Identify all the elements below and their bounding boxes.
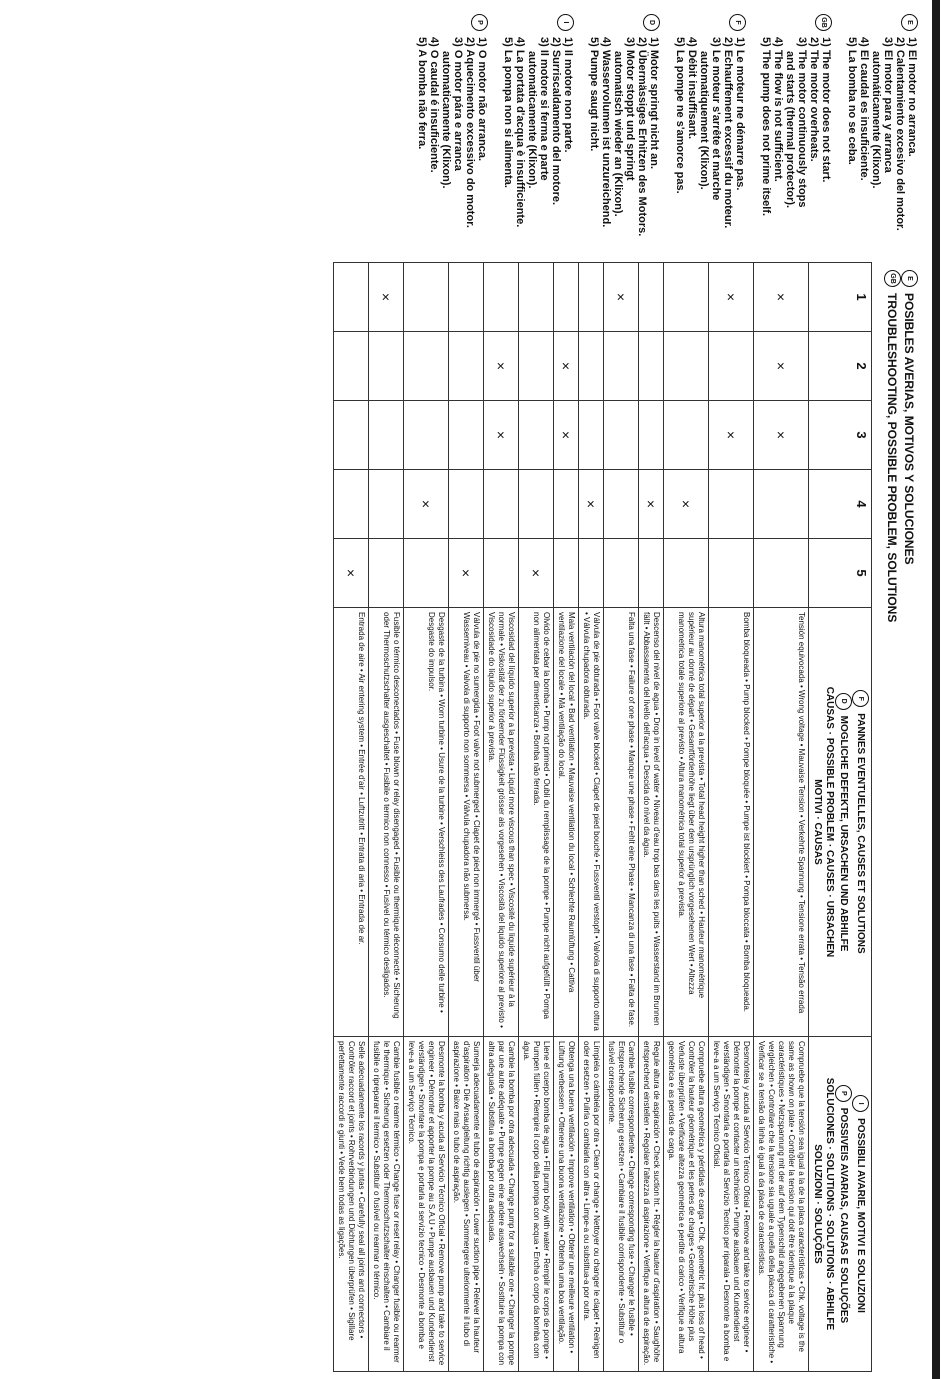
solutions-title: SOLUCIONES · SOLUTIONS · SOLUTIONS · ABHILFE [824,1077,835,1331]
cause-cell: Entrada de aire • Air entering system • Entrée d'air • Luftzutritt • Entrata di aria • Entrada de ar. [334,608,369,1037]
problem-item: 5) The pump does not prime itself. [760,37,772,217]
mark-cell [369,401,404,470]
language-badge: E [901,270,918,287]
solution-cell: Límpiela o cámbiela por otra • Clean or change • Nettoyer ou changer le clapet • Reinigen oder ersetzen • Pulirla o cambiarla con altra • Limpe-a ou substitua-a por outra. [579,1037,604,1372]
table-row [709,263,754,1372]
language-badge: F [852,690,869,707]
problem-group [416,14,488,264]
mark-cell [664,401,709,470]
title-text: TROUBLESHOOTING, POSSIBLE PROBLEM, SOLUTIONS [885,293,900,623]
mark-cell: × [754,401,809,470]
problem-item: 1) O motor não arranca. [476,37,488,162]
language-badge: I [852,1095,869,1112]
table-row [554,263,579,1372]
language-badge: E [901,14,918,31]
mark-cell [709,332,754,401]
column-number: 2 [809,332,872,401]
table-row [404,263,449,1372]
column-number: 5 [809,539,872,608]
mark-cell [334,470,369,539]
solution-cell: Cambie la bomba por otra adecuada • Change pump for a suitable one • Changer la pompe par une autre adéquate • Pumpe gegen eine andere auswechseln • Sostituire la pompa con altra adeguada • Substitua a bomba por outra adequada. [484,1037,519,1372]
problem-item: 5) La bomba no se ceba. [846,37,858,165]
problem-item: automaticamente (Klixon). [526,51,538,189]
problem-list [674,37,746,228]
table-row [369,263,404,1372]
table-row [604,263,639,1372]
problem-list [416,37,488,228]
problems-column [402,14,918,264]
problem-item: 2) Surriscaldamento del motore. [550,37,562,206]
mark-cell [449,263,484,332]
mark-cell [369,539,404,608]
mark-cell [579,539,604,608]
mark-cell [369,332,404,401]
mark-cell [404,539,449,608]
problem-list [760,37,832,216]
mark-cell [554,539,579,608]
mark-cell: × [604,263,639,332]
mark-cell [604,401,639,470]
solution-cell: Compruebe altura geométrica y pérdidas de carga • Chk. geometric ht. plus loss of head • Contrôler la hauteur géométrique et les pertes de charges • Geometrische Höhe plus Verluste überprüfen • Verificare altezza geometrica e perdite di carico • Verifique a altura geométrica e as perdas de carga. [664,1037,709,1372]
mark-cell [604,539,639,608]
cause-cell: Tensión equivocada • Wrong voltage • Mauvaise Tension • Verkehrte Spannung • Tensione errata • Tensão errada [754,608,809,1037]
problem-item: 4) O caudal é insuficiente. [428,37,440,173]
language-badge: F [729,14,746,31]
problem-row [502,14,574,264]
causes-lang-text: MOGLICHE DEFEKTE, URSACHEN UND ABHILFE [838,715,850,952]
problem-item: 4) The flow is not sufficient. [772,37,784,182]
solutions-subtitle: SOLUZIONI · SOLUÇÕES [812,1144,823,1264]
table-row [449,263,484,1372]
causes-header [809,608,872,1037]
cause-cell: Descenso del nivel de agua • Drop in level of water • Niveau d'eau trop bas dans les puits • Wasserstand im Brunnen fällt • Abbassamento del livello dell'acqua • Descida do nível da água. [639,608,664,1037]
mark-cell [664,332,709,401]
mark-cell: × [484,401,519,470]
troubleshooting-table [333,262,872,1372]
mark-cell [484,470,519,539]
solutions-lang-text: POSSIVEIS AVARIAS, CAUSAS E SOLUÇÕES [838,1107,850,1324]
problem-list [846,37,918,231]
edge-bar [932,0,940,1379]
problem-item: automaticamente (Klixon). [440,51,452,189]
mark-cell [579,401,604,470]
table-row [334,263,369,1372]
problem-item: 4) La portata d'acqua è insufficiente. [514,37,526,228]
mark-cell [554,470,579,539]
column-number: 3 [809,401,872,470]
mark-cell [639,401,664,470]
problem-group [588,14,660,264]
problem-item: 1) Il motore non parte. [562,37,574,153]
mark-cell: × [709,401,754,470]
mark-cell [484,539,519,608]
solutions-lang-text: POSSIBILI AVARIE, MOTIVI E SOLUZIONI [855,1118,867,1313]
solution-cell: Obtenga una buena ventilación • Improve ventilation • Obtenir une meilleure ventilation • Lüftung verbessern • Ottenere una buona ventilazione • Obtenha uma boa ventilação. [554,1037,579,1372]
mark-cell: × [334,539,369,608]
problem-item: automatiquement (Klixon). [698,51,710,190]
problem-item: 2) Calentamiento excesivo del motor. [894,37,906,231]
table-title [884,270,918,622]
mark-cell [639,263,664,332]
column-number: 4 [809,470,872,539]
mark-cell [604,470,639,539]
problem-row [760,14,832,264]
solution-cell: Sumerja adecuadamente el tubo de aspiración • Lower suction pipe • Relever la hauteur d'aspiration • Die Ansaugleitung richtig auslegen • Sommergere ulteriormente il tubo di aspirazione • Baixe mais o tubo de aspiração. [449,1037,484,1372]
mark-cell: × [449,539,484,608]
causes-lang-text: PANNES EVENTUELLES, CAUSES ET SOLUTIONS [855,713,867,954]
mark-cell [404,332,449,401]
cause-cell: Olvido de cebar la bomba • Pump not primed • Oubli du remplissage de la pompe • Pumpe nicht aufgefüllt • Pompa non alimentata per dimenticanza • Bomba não ferrada. [519,608,554,1037]
language-badge: GB [884,270,901,287]
problem-item: 2) Echauffement excessif du moteur. [722,37,734,229]
cause-cell: Mala ventilación del local • Bad ventilation • Mauvaise ventilation du local • Schlechte Raumlüftung • Cattiva ventilazione del locale • Má ventilação do local. [554,608,579,1037]
mark-cell [604,332,639,401]
mark-cell [519,401,554,470]
title-line [901,270,918,622]
problem-row [846,14,918,264]
language-badge: D [835,693,852,710]
title-line [884,270,901,622]
mark-cell [449,470,484,539]
problem-item: 4) El caudal es insuficiente. [858,37,870,181]
mark-cell: × [369,263,404,332]
solution-cell: Compruebe que la tensión sea igual a la de la placa características • Chk. voltage is the same as shown on plate • Contrôler la tension qui doit être identique à la plaque caractéristiques • Netzspannung mit der auf dem Typenschild angegebenen Spannung vergleichen • Controllare che la tensione sia uguale a quella della placca di caratteristiche • Verificar se a tensão da linha é igual à da placa de características. [754,1037,809,1372]
table-row [639,263,664,1372]
mark-cell [334,263,369,332]
mark-cell [404,263,449,332]
solution-cell: Llene el cuerpo bomba de agua • Fill pump body with water • Remplir le corps de pompe • Pumpen füllen • Riempire il corpo della pompa con acqua • Encha o corpo da bomba com água. [519,1037,554,1372]
problem-item: 3) Motor stoppt und springt [624,37,636,181]
cause-cell: Válvula de pie no sumergida • Foot valve not submerged • Clapet de pied non immergé • Fussventil über Wasserniveau • Valvola di supporto non sommersa • Válvula chupadora não submersa. [449,608,484,1037]
solution-cell: Desmóntela y acuda al Servicio Técnico Oficial • Remove and take to service engineer • Démonter la pompe et contacter un technicien • Pumpe ausbauen und Kundendienst verständigen • Smontarla e portarla al Servizio Tecnico per riparala • Desmonte a bomba e leve-a a um Serviço Técnico Oficial. [709,1037,754,1372]
language-badge: P [835,1085,852,1102]
problem-group [502,14,574,264]
problem-item: 3) El motor para y arranca [882,37,894,173]
mark-cell [554,263,579,332]
problem-item: 1) The motor does not start. [820,37,832,183]
problem-row [588,14,660,264]
problem-row [674,14,746,264]
cause-cell: Viscosidad del líquido superior a la prevista • Liquid more viscous than spec • Viscosité du liquide supérieur à la normale • Viskosität der zu fördernder Flüssigkeit grösser als vorgesehen • Viscosità del liquido superiore al previsto • Viscosidade do líquido superior à prevista. [484,608,519,1037]
mark-cell [639,539,664,608]
mark-cell [484,263,519,332]
problem-item: 2) The motor overheats. [808,37,820,162]
mark-cell: × [639,470,664,539]
mark-cell: × [554,332,579,401]
problem-item: 5) La pompa non si alimenta. [502,37,514,188]
mark-cell [709,539,754,608]
mark-cell [519,263,554,332]
mark-cell: × [709,263,754,332]
table-row [664,263,709,1372]
column-number: 1 [809,263,872,332]
mark-cell [334,401,369,470]
problem-item: 3) Le moteur s'arrête et marche [710,37,722,201]
cause-cell: Altura manométrica total superior a la prevista • Total head height higher than sched • Hauteur manométrique supérieur au donné de départ • Gesamtförderhöhe liegt über dem ursprünglich vorgesehenen Wert • Altezza manometrica totale superiore al previsto • Altura manométrica total superior à prevista. [664,608,709,1037]
table-row [754,263,809,1372]
solution-cell: Cambie fusible o rearme térmico • Change fuse or reset relay • Changer fusible ou rearmer le thermique • Sicherung ersetzen oder Thermoschutzschalter einschalten • Cambiare il fusibile o ripreparare il termico • Substituir o fusível ou rearmar o térmico. [369,1037,404,1372]
cause-cell: Desgaste de la turbina • Worn turbine • Usure de la turbine • Verschleiss des Laufrades • Consumo delle turbine • Desgaste do impulsor. [404,608,449,1037]
solution-cell: Regule altura de aspiración • Check suction ht. • Régler la hauteur d'aspiration • Saughöhe entsprechend einstellen • Regolare l'altezza di aspirazione • Verifique a altura de aspiração. [639,1037,664,1372]
cause-cell: Válvula de pie obturada • Foot valve blocked • Clapet de pied bouché • Fussventil verstopft • Valvola di supporto ottura • Válvula chupadora obturada. [579,608,604,1037]
mark-cell [404,401,449,470]
mark-cell [639,332,664,401]
mark-cell [449,401,484,470]
mark-cell: × [554,401,579,470]
language-badge: I [557,14,574,31]
mark-cell [519,332,554,401]
mark-cell [579,332,604,401]
mark-cell [369,470,404,539]
table-body [334,263,809,1372]
table-row [579,263,604,1372]
problem-item: 3) O motor pára e arranca [452,37,464,171]
mark-cell [664,539,709,608]
problem-item: 3) The motor continuously stops [796,37,808,208]
problem-item: 2) Übermässiges Erhitzen des Motors. [636,37,648,237]
problem-row [416,14,488,264]
problem-item: 1) El motor no arranca. [906,37,918,157]
mark-cell [754,470,809,539]
mark-cell [709,470,754,539]
problem-item: 5) Pumpe saugt nicht. [588,37,600,152]
problem-item: 3) Il motore si ferma e parte [538,37,550,181]
language-badge: P [471,14,488,31]
problem-group [674,14,746,264]
solution-cell: Selle adecuadamente los racords y juntas • Carefully seal all joints and connectors • Contrôler raccord et joints • Rohrverbindungen und Dichtungen überprüfen • Sigillare perfettamente raccordi e giunti • Vede bem todas as ligações. [334,1037,369,1372]
mark-cell [579,263,604,332]
problem-list [588,37,660,236]
mark-cell: × [519,539,554,608]
problem-item: and starts (thermal protector). [784,51,796,209]
mark-cell: × [404,470,449,539]
mark-cell: × [754,263,809,332]
problem-group [846,14,918,264]
mark-cell: × [754,332,809,401]
problem-item: 4) Wasservolumen ist unzureichend. [600,37,612,228]
mark-cell: × [484,332,519,401]
mark-cell [449,332,484,401]
problem-item: 1) Le moteur ne démarre pas. [734,37,746,191]
mark-cell: × [664,470,709,539]
mark-cell [664,263,709,332]
title-text: POSIBLES AVERIAS, MOTIVOS Y SOLUCIONES [902,293,917,565]
language-badge: D [643,14,660,31]
table-header-row [809,263,872,1372]
causes-subtitle: MOTIVI · CAUSAS [812,779,823,865]
table-row [519,263,554,1372]
cause-cell: Fusible o térmico desconectados • Fuse blown or relay disengaged • Fusible ou thermique déconnecté • Sicherung oder Thermoschutzschalter ausgeschaltet • Fusibile o termico non connesso • Fusível ou térmico desligados. [369,608,404,1037]
solutions-header [809,1037,872,1372]
problem-item: automáticamente (Klixon). [870,51,882,189]
mark-cell [334,332,369,401]
mark-cell [519,470,554,539]
language-badge: GB [815,14,832,31]
mark-cell: × [579,470,604,539]
solution-cell: Cambie fusible correspondiente • Change corresponding fuse • Changer le fusible • Entsprechende Sicherung ersetzen • Cambiare il fusibile corrispondente • Substituir o fusível correspondente. [604,1037,639,1372]
problem-item: 5) La pompe ne s'amorce pas. [674,37,686,194]
table-row [484,263,519,1372]
causes-title: CAUSAS · POSSIBLE PROBLEM · CAUSES · URSACHEN [824,686,835,958]
problem-item: 2) Aquecimento excessivo do motor. [464,37,476,228]
problem-item: 5) A bomba não ferra. [416,37,428,150]
cause-cell: Falta una fase • Failure of one phase • Manque une phase • Fehlt eine Phase • Mancanza di una fase • Falta de fase. [604,608,639,1037]
cause-cell: Bomba bloqueada • Pump blocked • Pompe bloquée • Pumpe ist blockiert • Pompa bloccata • Bomba bloqueada. [709,608,754,1037]
mark-cell [754,539,809,608]
problem-list [502,37,574,227]
problem-group [760,14,832,264]
solution-cell: Desmonte la bomba y acuda al Servicio Técnico Oficial • Remove pump and take to service engineer • Démonter et apporter la pompe au S.A.U • Pumpe ausbauen und Kundendienst verständigen • Smontare la pompa e portarla al servizio tecnico • Desmonte a bomba e leve-a a um Serviço Técnico. [404,1037,449,1372]
problem-item: automatisch wieder an (Klixon). [612,51,624,217]
problem-item: 1) Motor springt nicht an. [648,37,660,169]
problem-item: 4) Débit insuffisant. [686,37,698,140]
